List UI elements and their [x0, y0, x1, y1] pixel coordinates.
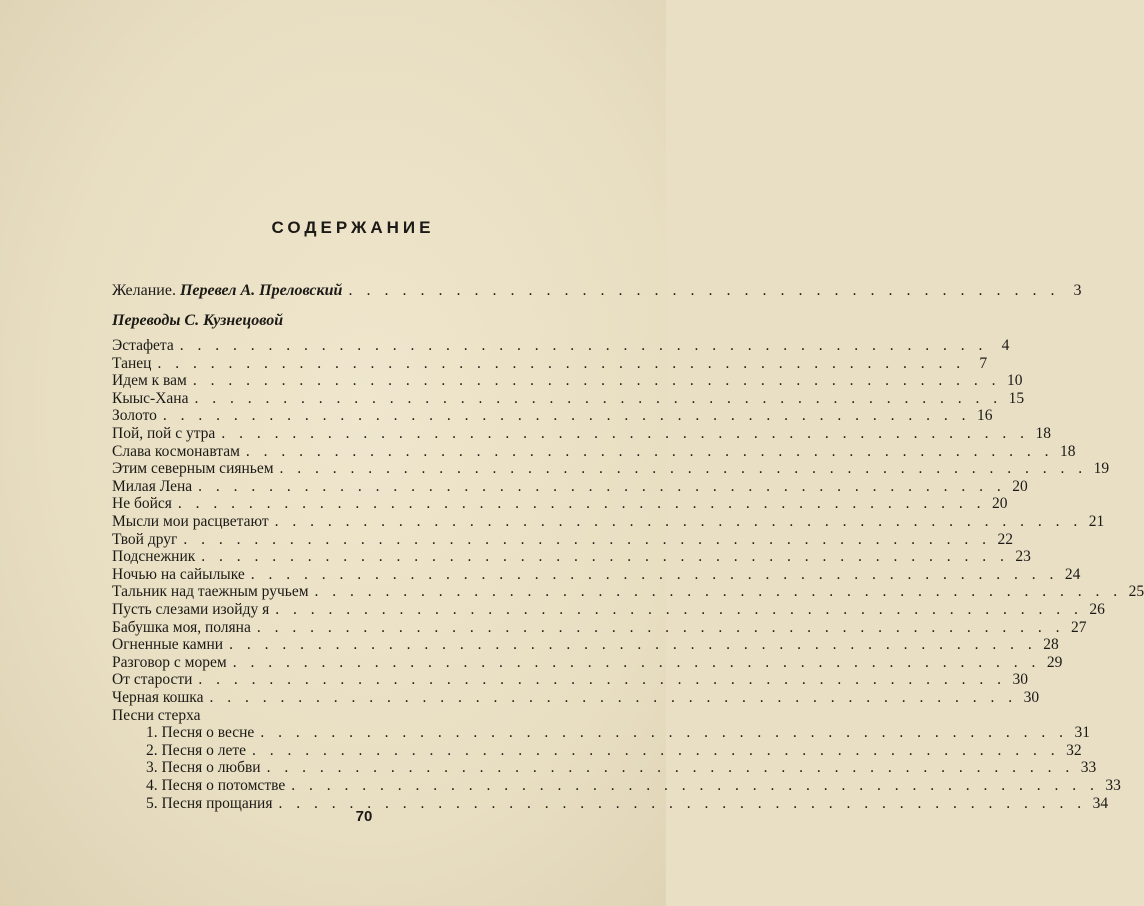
- toc-page-number: 3: [1073, 282, 1082, 299]
- dot-leader: . . . . . . . . . . . . . . . . . . . . . . . . . . . . . . . . . . . . . . . . . . . . . .: [232, 653, 1041, 671]
- toc-page-number: 22: [997, 530, 1013, 548]
- toc-entry-title: Разговор с морем: [112, 653, 227, 671]
- toc-entry-title: Пусть слезами изойду я: [112, 601, 270, 618]
- toc-entry: [112, 636, 1059, 654]
- toc-entry-title: Золото: [112, 407, 157, 425]
- toc-entry-title: Тальник над таежным ручьем: [112, 583, 309, 601]
- dot-leader: . . . . . . . . . . . . . . . . . . . . . . . . . . . . . . . . . . . . . . . . . . . . . .: [279, 460, 1088, 478]
- toc-page-number: 23: [1015, 548, 1031, 566]
- toc-entry: [112, 372, 1023, 390]
- contents-title: СОДЕРЖАНИЕ: [271, 218, 435, 237]
- toc-entry: [112, 548, 1031, 566]
- toc-entry-title: Твой друг: [112, 530, 178, 548]
- toc-entry-title: Слава космонавтам: [112, 442, 240, 460]
- dot-leader: . . . . . . . . . . . . . . . . . . . . . . . . . . . . . . . . . . . . . . . . . . . . . .: [260, 724, 1068, 742]
- toc-entry-title: Эстафета: [112, 337, 174, 354]
- dot-leader: . . . . . . . . . . . . . . . . . . . . . . . . . . . . . . . . . . . . . . . . . . . . . .: [266, 759, 1075, 777]
- toc-page-number: 18: [1035, 425, 1051, 442]
- dot-leader: . . . . . . . . . . . . . . . . . . . . . . . . . . . . . . . . . . . . . . . . . . . . . .: [221, 425, 1029, 442]
- toc-entry-translator: Перевел А. Преловский: [179, 282, 343, 299]
- section-heading: Переводы С. Кузнецовой: [112, 312, 284, 329]
- toc-entry: [112, 442, 1076, 461]
- toc-page-number: 32: [1066, 741, 1082, 759]
- toc-page-number: 7: [979, 354, 988, 372]
- toc-page-number: 24: [1064, 565, 1081, 583]
- toc-entry: [112, 583, 1144, 601]
- toc-entry-title: Подснежник: [112, 548, 196, 566]
- toc-entry-title: Идем к вам: [112, 372, 187, 390]
- toc-entry: [112, 513, 1105, 531]
- toc-entry-label: [112, 282, 342, 300]
- toc-page-number: 20: [992, 495, 1008, 513]
- toc-entry-title: 4. Песня о потомстве: [146, 777, 286, 794]
- dot-leader: . . . . . . . . . . . . . . . . . . . . . . . . . . . . . . . . . . . . . . . . . . . . . .: [256, 618, 1065, 636]
- toc-page-number: 16: [977, 407, 993, 425]
- toc-entry-title: Мысли мои расцветают: [112, 513, 269, 530]
- toc-entry-title: Желание.: [112, 282, 176, 299]
- toc-page-number: 34: [1092, 794, 1109, 812]
- toc-entry: [112, 389, 1025, 408]
- page-number: 70: [355, 808, 373, 825]
- dot-leader: . . . . . . . . . . . . . . . . . . . . . . . . . . . . . . . . . . . . . . . . . . . . . .: [198, 671, 1007, 689]
- toc-page-number: 19: [1093, 460, 1110, 478]
- toc-page-number: 4: [1001, 337, 1010, 354]
- toc-entry-title: 2. Песня о лете: [146, 741, 247, 759]
- toc-entry-title: Не бойся: [112, 495, 172, 513]
- toc-entry: [112, 354, 988, 373]
- dot-leader: . . . . . . . . . . . . . . . . . . . . . . . . . . . . . . . . . . . . . . . . . . . . . .: [177, 495, 986, 513]
- dot-leader: . . . . . . . . . . . . . . . . . . . . . . . . . . . . . . . . . . . . . . . .: [348, 282, 1060, 299]
- toc-entry: [112, 653, 1063, 672]
- toc-entry: [112, 565, 1081, 584]
- toc-entry-title: 5. Песня прощания: [146, 794, 273, 812]
- toc-entry: [112, 460, 1110, 478]
- toc-page-number: 33: [1105, 777, 1121, 794]
- dot-leader: . . . . . . . . . . . . . . . . . . . . . . . . . . . . . . . . . . . . . . . . . . . . . .: [157, 354, 966, 372]
- dot-leader: . . . . . . . . . . . . . . . . . . . . . . . . . . . . . . . . . . . . . . . . . . . . . .: [245, 442, 1054, 460]
- dot-leader: . . . . . . . . . . . . . . . . . . . . . . . . . . . . . . . . . . . . . . . . . . . . . .: [179, 337, 988, 354]
- toc-entry: [112, 601, 1105, 619]
- toc-page-number: 27: [1070, 618, 1087, 636]
- toc-entry: [146, 724, 1090, 742]
- dot-leader: . . . . . . . . . . . . . . . . . . . . . . . . . . . . . . . . . . . . . . . . . . . . . .: [274, 513, 1083, 530]
- toc-entry-title: Бабушка моя, поляна: [112, 618, 251, 636]
- dot-leader: . . . . . . . . . . . . . . . . . . . . . . . . . . . . . . . . . . . . . . . . . . . . . .: [250, 565, 1059, 583]
- dot-leader: . . . . . . . . . . . . . . . . . . . . . . . . . . . . . . . . . . . . . . . . . . . . . .: [192, 372, 1001, 390]
- toc-entry: [146, 741, 1082, 760]
- toc-entry: [146, 759, 1097, 777]
- toc-entry-title: Этим северным сияньем: [112, 460, 274, 478]
- toc-page-number: 29: [1046, 653, 1063, 671]
- toc-page-number: 30: [1023, 689, 1040, 706]
- toc-entry: [112, 689, 1040, 707]
- dot-leader: . . . . . . . . . . . . . . . . . . . . . . . . . . . . . . . . . . . . . . . . . . . . . .: [198, 477, 1006, 495]
- dot-leader: . . . . . . . . . . . . . . . . . . . . . . . . . . . . . . . . . . . . . . . . . . . . . .: [201, 548, 1009, 566]
- dot-leader: . . . . . . . . . . . . . . . . . . . . . . . . . . . . . . . . . . . . . . . . . . . . . .: [291, 777, 1099, 794]
- toc-entry-title: 3. Песня о любви: [146, 759, 261, 777]
- toc-entry-title: Кыыс-Хана: [112, 389, 189, 407]
- toc-entry-desire: [112, 282, 1082, 300]
- toc-entry-title: От старости: [112, 671, 193, 689]
- toc-page-number: 20: [1012, 477, 1028, 495]
- toc-entry: [112, 671, 1029, 689]
- dot-leader: . . . . . . . . . . . . . . . . . . . . . . . . . . . . . . . . . . . . . . . . . . . . . .: [194, 389, 1003, 407]
- dot-leader: . . . . . . . . . . . . . . . . . . . . . . . . . . . . . . . . . . . . . . . . . . . . . .: [252, 741, 1060, 759]
- toc-page-number: 18: [1060, 442, 1076, 460]
- toc-entry-title: Танец: [112, 354, 152, 372]
- dot-leader: . . . . . . . . . . . . . . . . . . . . . . . . . . . . . . . . . . . . . . . . . . . . . .: [229, 636, 1037, 654]
- toc-entry: [112, 530, 1013, 549]
- toc-entry-title: Милая Лена: [112, 477, 193, 495]
- toc-entry-title: Черная кошка: [112, 689, 204, 706]
- toc-page-number: 31: [1074, 724, 1090, 742]
- toc-page-number: 30: [1012, 671, 1029, 689]
- dot-leader: . . . . . . . . . . . . . . . . . . . . . . . . . . . . . . . . . . . . . . . . . . . . . .: [278, 794, 1087, 812]
- toc-page-number: 25: [1128, 583, 1144, 601]
- toc-page-number: 26: [1089, 601, 1105, 618]
- toc-page-number: 33: [1080, 759, 1097, 777]
- toc-page-number: 10: [1006, 372, 1023, 390]
- dot-leader: . . . . . . . . . . . . . . . . . . . . . . . . . . . . . . . . . . . . . . . . . . . . . .: [209, 689, 1018, 706]
- toc-page-number: 15: [1008, 389, 1025, 407]
- dot-leader: . . . . . . . . . . . . . . . . . . . . . . . . . . . . . . . . . . . . . . . . . . . . . .: [314, 583, 1123, 601]
- toc-entry-title: Пой, пой с утра: [112, 425, 216, 442]
- toc-page-number: 28: [1043, 636, 1059, 654]
- toc-entry: [112, 407, 993, 425]
- dot-leader: . . . . . . . . . . . . . . . . . . . . . . . . . . . . . . . . . . . . . . . . . . . . . .: [162, 407, 971, 425]
- toc-entry: [112, 618, 1087, 637]
- toc-entry: [112, 495, 1008, 513]
- toc-entry-title: 1. Песня о весне: [146, 724, 255, 742]
- toc-entry-title: Огненные камни: [112, 636, 224, 654]
- toc-entry: [112, 337, 1010, 355]
- toc-entry-title: Ночью на сайылыке: [112, 565, 245, 583]
- dot-leader: . . . . . . . . . . . . . . . . . . . . . . . . . . . . . . . . . . . . . . . . . . . . . .: [275, 601, 1083, 618]
- toc-page-number: 21: [1088, 513, 1105, 530]
- subsection-heading: Песни стерха: [112, 706, 201, 724]
- toc-entry: [146, 777, 1121, 795]
- dot-leader: . . . . . . . . . . . . . . . . . . . . . . . . . . . . . . . . . . . . . . . . . . . . . .: [183, 530, 991, 548]
- toc-entry: [112, 425, 1051, 443]
- toc-entry: [112, 477, 1028, 496]
